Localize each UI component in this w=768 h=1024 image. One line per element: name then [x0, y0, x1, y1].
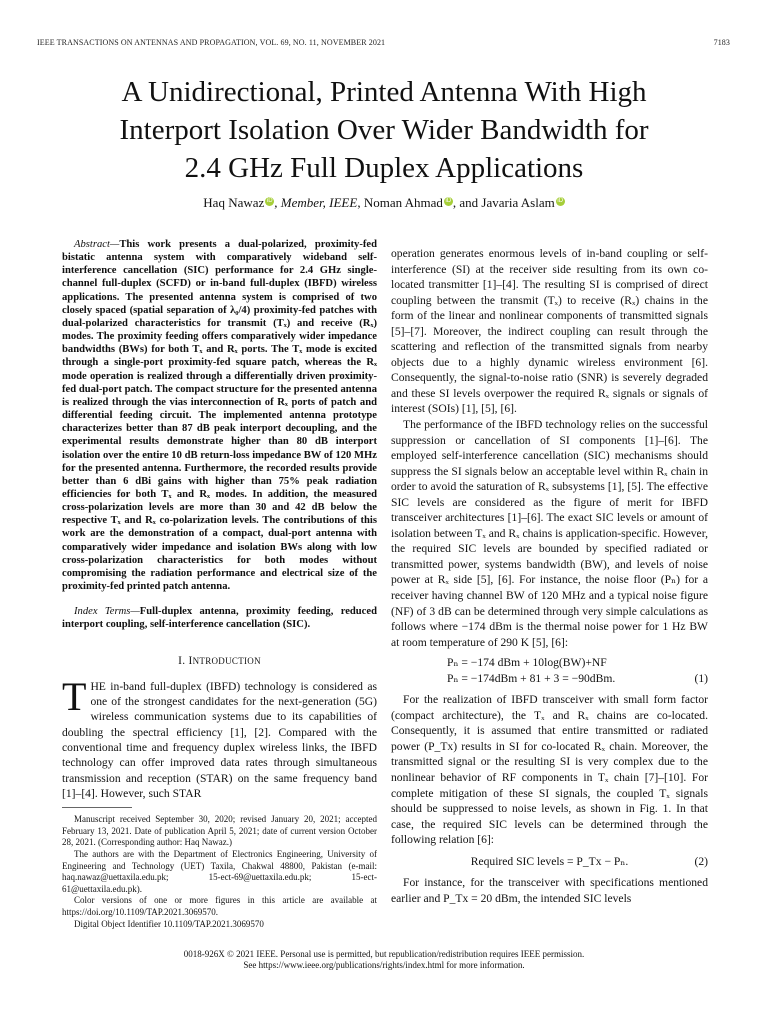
running-header-journal: IEEE TRANSACTIONS ON ANTENNAS AND PROPAGATION, VOL. 69, NO. 11, NOVEMBER 2021 — [37, 38, 386, 47]
abstract — [62, 238, 377, 593]
equation-number: (1) — [694, 672, 708, 686]
footnote-doi: Digital Object Identifier 10.1109/TAP.2021.3069570 — [74, 918, 264, 929]
title-line-2: Interport Isolation Over Wider Bandwidth for — [119, 114, 649, 146]
author-role: , Member, IEEE — [274, 195, 358, 210]
body-paragraph: operation generates enormous levels of in-band coupling or self-interference (SI) at the receiver side resulting from its own co-located transmitter [1]–[4]. The resulting SI is comprised of direct coupling between the transmit (Tₓ) to receive (Rₓ) chains in the form of the linear and nonlinear components of transmitted signals [5]–[7]. Moreover, the indirect coupling can result through the scattering and reflection of the transmitted signals from nearby objects due to a highly dynamic wireless environment [6]. Consequently, the signal-to-noise ratio (SNR) is severely degraded and these SI levels overpower the required Rₓ signals or signals of interest (SOIs) [1], [5], [6]. — [391, 247, 708, 416]
index-terms-label: Index Terms— — [74, 606, 140, 618]
intro-text: HE in-band full-duplex (IBFD) technology is considered as one of the strongest candidates for the next-generation (5G) wireless communication systems due to its capabilities of doubling the spectral efficiency [1], [2]. Compared with the conventional time and frequency duplex wireless links, the IBFD technology can offer improved data rates through simultaneous transmission and reception (STAR) on the same frequency band [1]–[4]. However, such STAR — [62, 679, 377, 800]
footnotes — [62, 807, 377, 930]
footnote-affiliation: The authors are with the Department of Electronics Engineering, University of Engineering and Technology (UET) Taxila, Chakwal 48800, Pakistan (e-mail: haq.nawaz@uettaxila.edu.pk; 15-ect-69@uettaxila.edu.pk; 15-ect-61@uettaxila.edu.pk). — [62, 848, 377, 894]
equation-1a: Pₙ = −174 dBm + 10log(BW)+NF — [447, 656, 607, 670]
equation-number: (2) — [694, 854, 708, 868]
left-column — [62, 238, 377, 930]
footnote-rule — [62, 807, 132, 808]
author-name-1: Haq Nawaz — [203, 195, 265, 210]
abstract-label: Abstract— — [74, 239, 120, 250]
copyright-line-2: See https://www.ieee.org/publications/rights/index.html for more information. — [243, 960, 525, 970]
footnote-manuscript: Manuscript received September 30, 2020; revised January 20, 2021; accepted February 13, 2021. Date of publication April 5, 2021; date of current version October 28, 2021. (Corresponding author: Haq Nawaz.) — [62, 814, 377, 848]
drop-cap: T — [62, 673, 87, 719]
author-name-3: , and Javaria Aslam — [452, 195, 555, 210]
right-column — [391, 246, 708, 906]
index-terms-text: Full-duplex antenna, proximity feeding, reduced interport coupling, self-interference cancellation (SIC). — [62, 606, 377, 631]
equation-2: Required SIC levels = P_Tx − Pₙ. (2) — [470, 854, 708, 868]
body-paragraph: For instance, for the transceiver with specifications mentioned earlier and P_Tx = 20 dBm, the intended SIC levels — [391, 876, 708, 905]
author-name-2: , Noman Ahmad — [357, 195, 443, 210]
abstract-text: This work presents a dual-polarized, proximity-fed bistatic antenna system with comparatively wideband self-interference cancellation (SIC) performance for 2.4 GHz single-channel full-duplex (SCFD) or in-band full-duplex (IBFD) wireless applications. The presented antenna system is comprised of two closely spaced (spatial separation of λ₀/4) proximity-fed patches with dual-polarized characteristics for transmit (Tₓ) and receive (Rₓ) modes. The proximity feeding offers comparatively wider impedance bandwidths (BWs) for both Tₓ and Rₓ ports. The Tₓ mode is excited through a single-port proximity-fed square patch, whereas the Rₓ mode operation is realized through a differentially driven proximity-fed dual-port patch. The compact structure for the presented antenna is realized through the vias interconnection of Rₓ ports of patch and differential feeding circuit. The implemented antenna prototype characterizes better than 87 dB peak interport decoupling, and the experimental results demonstrate higher than 80 dB interport isolation over the entire 10 dB return-loss impedance BW of 120 MHz for the presented antenna. Furthermore, the recorded results provide better than 6 dBi gains with higher than 75% peak radiation efficiencies for both Tₓ and Rₓ modes. In addition, the measured cross-polarization levels are more than 30 and 42 dB below the respective Tₓ and Rₓ co-polarization levels. The contributions of this work are the demonstration of a compact, dual-port antenna with comparatively wider impedance and isolation BWs along with low cross-polarization characteristics for both modes without compromising the radiation performance and electrical size of the proximity-fed printed patch antenna. — [62, 239, 377, 593]
body-paragraph: For the realization of IBFD transceiver with small form factor (compact architecture), the Tₓ and Rₓ chains are co-located. Consequently, it is assumed that entire transmitted or radiated power (P_Tx) results in SI for co-located Rₓ chain. Moreover, the transmitted signal or the resulting SI is very complex due to the nonlinear behavior of RF components in Tₓ chain [7]–[10]. For complete mitigation of these SI signals, the coupled Tₓ signals should be suppressed to noise levels, as shown in Fig. 1. In that case, the required SIC levels can be determined through the following relation [6]: — [391, 693, 708, 847]
title-line-3: 2.4 GHz Full Duplex Applications — [184, 152, 584, 184]
copyright-notice — [0, 949, 768, 971]
index-terms — [62, 605, 377, 631]
orcid-icon[interactable]: iD — [557, 198, 564, 204]
orcid-icon[interactable]: iD — [266, 198, 273, 204]
author-list — [0, 195, 768, 211]
section-heading-introduction: I. INTRODUCTION — [178, 654, 261, 667]
orcid-icon[interactable]: iD — [445, 198, 452, 204]
copyright-line-1: 0018-926X © 2021 IEEE. Personal use is permitted, but republication/redistribution requires IEEE permission. — [183, 949, 585, 959]
body-paragraph: The performance of the IBFD technology relies on the successful suppression or cancellation of SI components [1]–[6]. The employed self-interference cancellation (SIC) mechanisms should suppress the SI signals below an acceptable level within Rₓ chain in order to avoid the saturation of Rₓ subsystems [1], [5]. The effective SIC levels are considered as the figure of merit for IBFD transceiver architectures [1]–[6]. The exact SIC levels or amount of isolation between Tₓ and Rₓ chains is application-specific. However, the required SIC levels are bounded by specified radiated or transmitted power, systems bandwidth (BW), and levels of noise power at Rₓ side [5], [6]. For instance, the noise floor (Pₙ) for a receiver having channel BW of 120 MHz and a typical noise figure (NF) of 3 dB can be determined through very simple calculations as follows where −174 dBm is the thermal noise power for 1 Hz BW at room temperature of 290 K [5], [6]: — [391, 418, 708, 649]
title-line-1: A Unidirectional, Printed Antenna With High — [121, 76, 647, 108]
equation-1b: Pₙ = −174dBm + 81 + 3 = −90dBm. (1) — [447, 672, 708, 686]
intro-paragraph — [62, 673, 377, 801]
paper-title — [0, 73, 768, 187]
page-number: 7183 — [713, 38, 730, 47]
footnote-color: Color versions of one or more figures in this article are available at https://doi.org/10.1109/TAP.2021.3069570. — [62, 895, 377, 917]
